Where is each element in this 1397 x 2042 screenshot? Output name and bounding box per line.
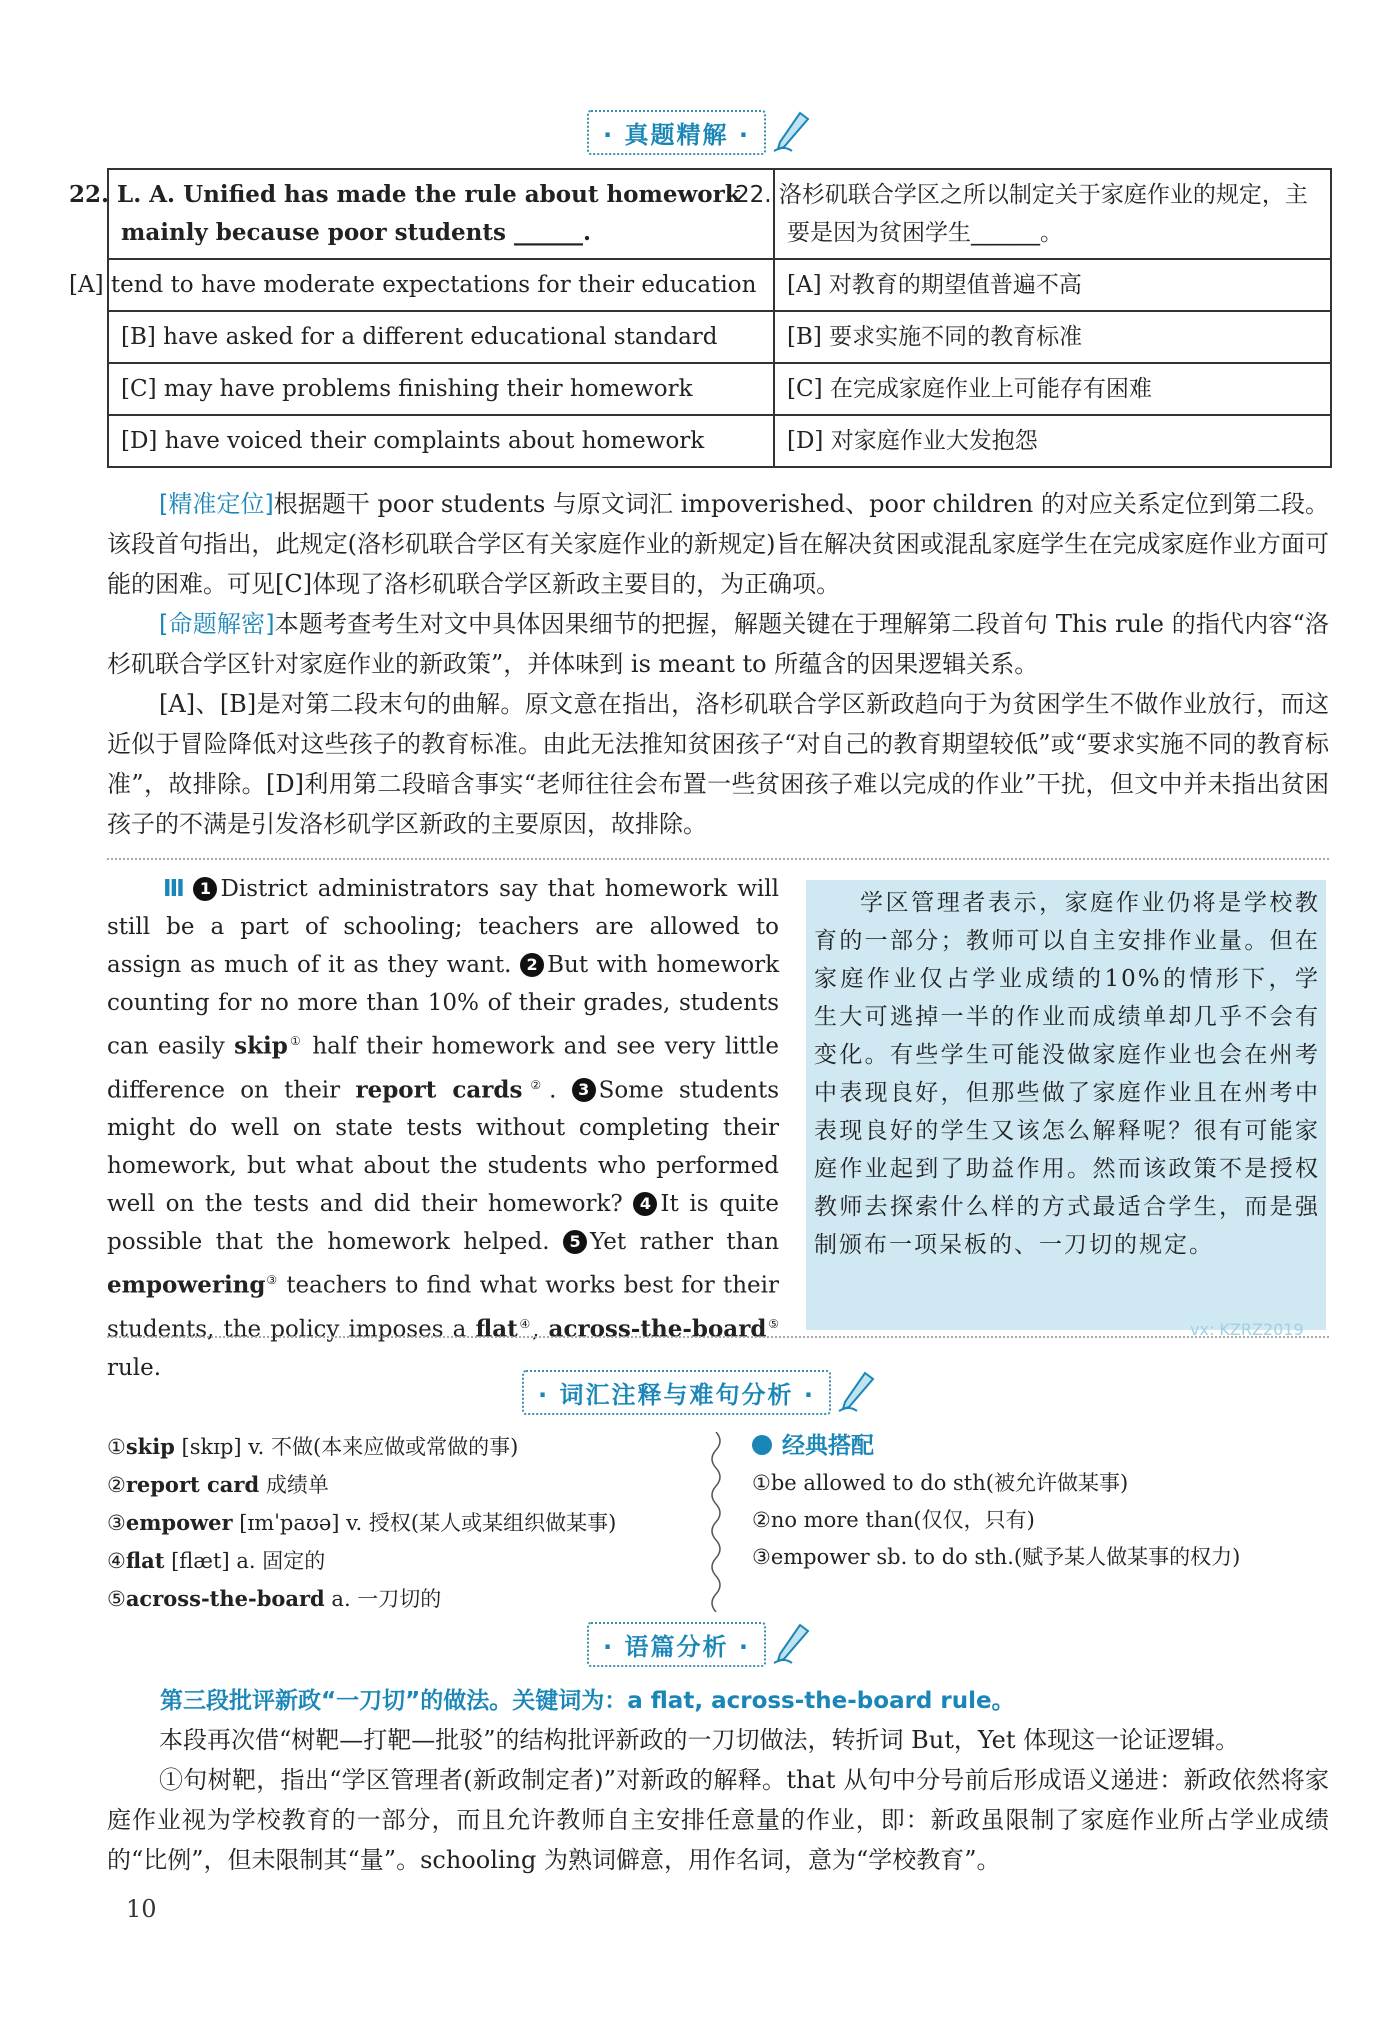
- collocations-title: 经典搭配: [782, 1433, 874, 1459]
- sentence-number: 4: [633, 1192, 657, 1216]
- analysis-locate: [107, 484, 1329, 604]
- discourse-paragraph: ①句树靶，指出“学区管理者(新政制定者)”对新政的解释。that 从句中分号前后形成语义递进：新政依然将家庭作业视为学校教育的一部分，而且允许教师自主安排任意量的作业，即：新政虽限制了家庭作业所占学业成绩的“比例”，但未限制其“量”。schooling 为熟词僻意，用作名词，意为“学校教育”。: [107, 1766, 1329, 1874]
- section-header-exam: [0, 110, 1397, 155]
- footnote-mark: ②: [522, 1077, 550, 1092]
- option-c-zh: [C] 在完成家庭作业上可能存有困难: [774, 363, 1331, 415]
- key-word: skip: [234, 1032, 288, 1060]
- divider: [107, 858, 1329, 860]
- sentence-text: Some students might do well on state tests without completing their homework, but what about the students who performed well on the tests and did their homework?: [107, 1077, 780, 1218]
- option-a-en: [A] tend to have moderate expectations for their education: [108, 259, 774, 311]
- vocab-mark: ⑤: [107, 1587, 126, 1611]
- passage-translation: 学区管理者表示，家庭作业仍将是学校教育的一部分；教师可以自主安排作业量。但在家庭作业仅占学业成绩的10%的情形下，学生大可逃掉一半的作业而成绩单却几乎不会有变化。有些学生可能没做家庭作业也会在州考中表现良好，但那些做了家庭作业且在州考中表现良好的学生又该怎么解释呢？很有可能家庭作业起到了助益作用。然而该政策不是授权教师去探索什么样的方式最适合学生，而是强制颁布一项呆板的、一刀切的规定。: [814, 890, 1320, 1258]
- punctuation: .: [549, 1077, 557, 1104]
- vocab-gloss: [ɪmˈpaʊə] v. 授权(某人或某组织做某事): [232, 1511, 617, 1535]
- vocab-item: [107, 1542, 707, 1580]
- collocation-item: ③empower sb. to do sth.(赋予某人做某事的权力): [752, 1545, 1241, 1569]
- sentence-text: But with homework counting for no more than 10% of their grades, students can easily: [107, 952, 780, 1060]
- collocation-item: ②no more than(仅仅，只有): [752, 1508, 1035, 1532]
- sentence-number: 2: [520, 953, 544, 977]
- paragraph-number: Ⅲ: [163, 876, 188, 902]
- vocab-mark: ②: [107, 1473, 126, 1497]
- vocab-item: [107, 1580, 707, 1618]
- question-stem-zh: 22. 洛杉矶联合学区之所以制定关于家庭作业的规定，主要是因为贫困学生______。: [774, 169, 1331, 259]
- sentence-text: teachers to find what works best for their students, the policy imposes a: [107, 1272, 780, 1343]
- option-d-zh: [D] 对家庭作业大发抱怨: [774, 415, 1331, 467]
- vocab-gloss: a. 一刀切的: [324, 1587, 442, 1611]
- option-b-en: [B] have asked for a different educational standard: [108, 311, 774, 363]
- page-number: 10: [126, 1895, 157, 1923]
- key-word: report cards: [355, 1076, 523, 1104]
- vocab-item: [107, 1504, 707, 1542]
- bullet-icon: [752, 1435, 772, 1455]
- section-title: · 真题精解 ·: [587, 110, 766, 155]
- section-header-discourse: [0, 1622, 1397, 1667]
- punctuation: ,: [532, 1316, 540, 1343]
- discourse-heading: 第三段批评新政“一刀切”的做法。关键词为：a flat, across-the-board rule。: [160, 1688, 1015, 1714]
- vocab-item: [107, 1466, 707, 1504]
- pen-icon: [770, 111, 810, 155]
- option-c-en: [C] may have problems finishing their homework: [108, 363, 774, 415]
- section-title: · 语篇分析 ·: [587, 1622, 766, 1667]
- sentence-number: 1: [193, 877, 217, 901]
- key-word: flat: [475, 1315, 518, 1343]
- sentence-number: 3: [572, 1078, 596, 1102]
- sentence-text: District administrators say that homework will still be a part of schooling; teachers are allowed to assign as much of it as they want.: [107, 876, 779, 978]
- sentence-number: 5: [563, 1230, 587, 1254]
- vocab-mark: ④: [107, 1549, 126, 1573]
- footnote-mark: ①: [287, 1034, 303, 1048]
- collocation-item: ①be allowed to do sth(被允许做某事): [752, 1471, 1129, 1495]
- option-b-zh: [B] 要求实施不同的教育标准: [774, 311, 1331, 363]
- sentence-text: half their homework and see very little difference on their: [107, 1033, 780, 1104]
- vocab-item: [107, 1428, 707, 1466]
- question-stem-en: 22. L. A. Unified has made the rule about homework mainly because poor students ______.: [108, 169, 774, 259]
- sentence-text: rule.: [107, 1354, 162, 1381]
- passage-english: [107, 870, 779, 1387]
- vocab-gloss: 成绩单: [259, 1473, 329, 1497]
- vocab-word: skip: [125, 1434, 175, 1459]
- key-word: across-the-board: [548, 1315, 767, 1343]
- footnote-mark: ③: [265, 1273, 279, 1288]
- analysis-text: 本题考查考生对文中具体因果细节的把握，解题关键在于理解第二段首句 This rule 的指代内容“洛杉矶联合学区针对家庭作业的新政策”，并体味到 is meant to 所蕴含的因果逻辑关系。: [107, 610, 1329, 678]
- footnote-mark: ⑤: [766, 1316, 779, 1331]
- section-header-vocab: [0, 1370, 1397, 1415]
- vocab-word: across-the-board: [125, 1586, 325, 1611]
- section-title: · 词汇注释与难句分析 ·: [522, 1370, 831, 1415]
- vocab-word: empower: [125, 1510, 233, 1535]
- analysis-tag: [精准定位]: [159, 490, 274, 518]
- vocab-word: flat: [125, 1548, 165, 1573]
- analysis-decode: [107, 604, 1329, 684]
- analysis-text: 根据题干 poor students 与原文词汇 impoverished、poor children 的对应关系定位到第二段。该段首句指出，此规定(洛杉矶联合学区有关家庭作业的新规定)旨在解决贫困或混乱家庭学生在完成家庭作业方面可能的困难。可见[C]体现了洛杉矶联合学区新政主要目的，为正确项。: [107, 490, 1330, 598]
- sentence-text: It is quite possible that the homework helped.: [107, 1191, 780, 1256]
- key-word: empowering: [107, 1271, 266, 1299]
- vocab-gloss: [skɪp] v. 不做(本来应做或常做的事): [174, 1435, 519, 1459]
- vocab-list: [107, 1428, 707, 1618]
- question-table: [69, 168, 1332, 468]
- analysis-tag: [命题解密]: [159, 610, 275, 638]
- sentence-text: Yet rather than: [590, 1229, 780, 1256]
- analysis-distractors: [A]、[B]是对第二段末句的曲解。原文意在指出，洛杉矶联合学区新政趋向于为贫困学生不做作业放行，而这近似于冒险降低对这些孩子的教育标准。由此无法推知贫困孩子“对自己的教育期望较低”或“要求实施不同的教育标准”，故排除。[D]利用第二段暗含事实“老师往往会布置一些贫困孩子难以完成的作业”干扰，但文中并未指出贫困孩子的不满是引发洛杉矶学区新政的主要原因，故排除。: [107, 690, 1329, 838]
- pen-icon: [770, 1623, 810, 1667]
- vocab-mark: ①: [107, 1435, 126, 1459]
- wavy-divider: [706, 1432, 726, 1612]
- collocations: [752, 1428, 1332, 1576]
- vocab-mark: ③: [107, 1511, 126, 1535]
- option-d-en: [D] have voiced their complaints about homework: [108, 415, 774, 467]
- watermark: vx: KZRZ2019: [1190, 1320, 1304, 1339]
- vocab-word: report card: [125, 1472, 260, 1497]
- divider: [107, 1336, 1329, 1338]
- footnote-mark: ④: [517, 1316, 533, 1331]
- option-a-zh: [A] 对教育的期望值普遍不高: [774, 259, 1331, 311]
- discourse-paragraph: 本段再次借“树靶—打靶—批驳”的结构批评新政的一刀切做法，转折词 But，Yet 体现这一论证逻辑。: [159, 1726, 1240, 1754]
- vocab-gloss: [flæt] a. 固定的: [164, 1549, 326, 1573]
- pen-icon: [835, 1371, 875, 1415]
